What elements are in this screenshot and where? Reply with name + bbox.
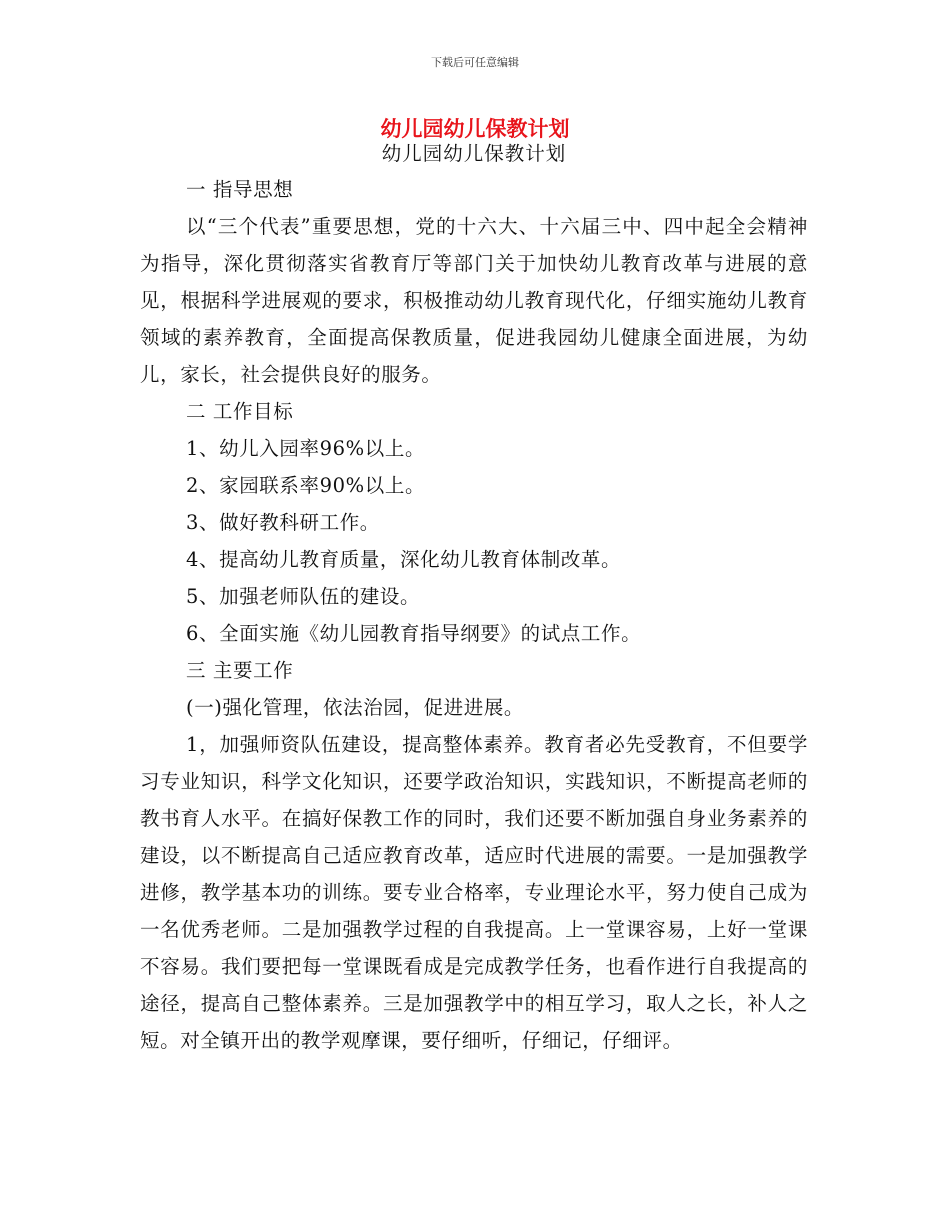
section-heading-work: 三 主要工作 [186,659,294,682]
goal-item: 4、提高幼儿教育质量，深化幼儿教育体制改革。 [186,548,622,571]
section-heading-goals: 二 工作目标 [186,400,294,423]
section-heading-guiding: 一 指导思想 [186,178,294,201]
goal-item: 2、家园联系率90%以上。 [186,474,426,497]
goal-item: 3、做好教科研工作。 [186,511,380,534]
work-subheading: (一)强化管理，依法治园，促进进展。 [186,696,525,719]
work-paragraph: 1，加强师资队伍建设，提高整体素养。教育者必先受教育，不但要学习专业知识，科学文化知识，还要学政治知识，实践知识，不断提高老师的教书育人水平。在搞好保教工作的同时，我们还要不断加强自身业务素养的建设，以不断提高自己适应教育改革，适应时代进展的需要。一是加强教学进修，教学基本功的训练。要专业合格率，专业理论水平，努力使自己成为一名优秀老师。二是加强教学过程的自我提高。上一堂课容易，上好一堂课不容易。我们要把每一堂课既看成是完成教学任务，也看作进行自我提高的途径，提高自己整体素养。三是加强教学中的相互学习，取人之长，补人之短。对全镇开出的教学观摩课，要仔细听，仔细记，仔细评。 [140,733,808,1052]
document-subtitle: 幼儿园幼儿保教计划 [381,142,567,165]
goal-item: 1、幼儿入园率96%以上。 [186,437,426,460]
document-title: 幼儿园幼儿保教计划 [380,117,570,141]
goal-item: 6、全面实施《幼儿园教育指导纲要》的试点工作。 [186,622,642,645]
document-body [140,138,808,1059]
goal-item: 5、加强老师队伍的建设。 [186,585,421,608]
guiding-paragraph: 以“三个代表”重要思想，党的十六大、十六届三中、四中起全会精神为指导，深化贯彻落实省教育厅等部门关于加快幼儿教育改革与进展的意见，根据科学进展观的要求，积极推动幼儿教育现代化，仔细实施幼儿教育领域的素养教育，全面提高保教质量，促进我园幼儿健康全面进展，为幼儿，家长，社会提供良好的服务。 [140,215,808,386]
page-header: 下载后可任意编辑 [431,56,519,69]
